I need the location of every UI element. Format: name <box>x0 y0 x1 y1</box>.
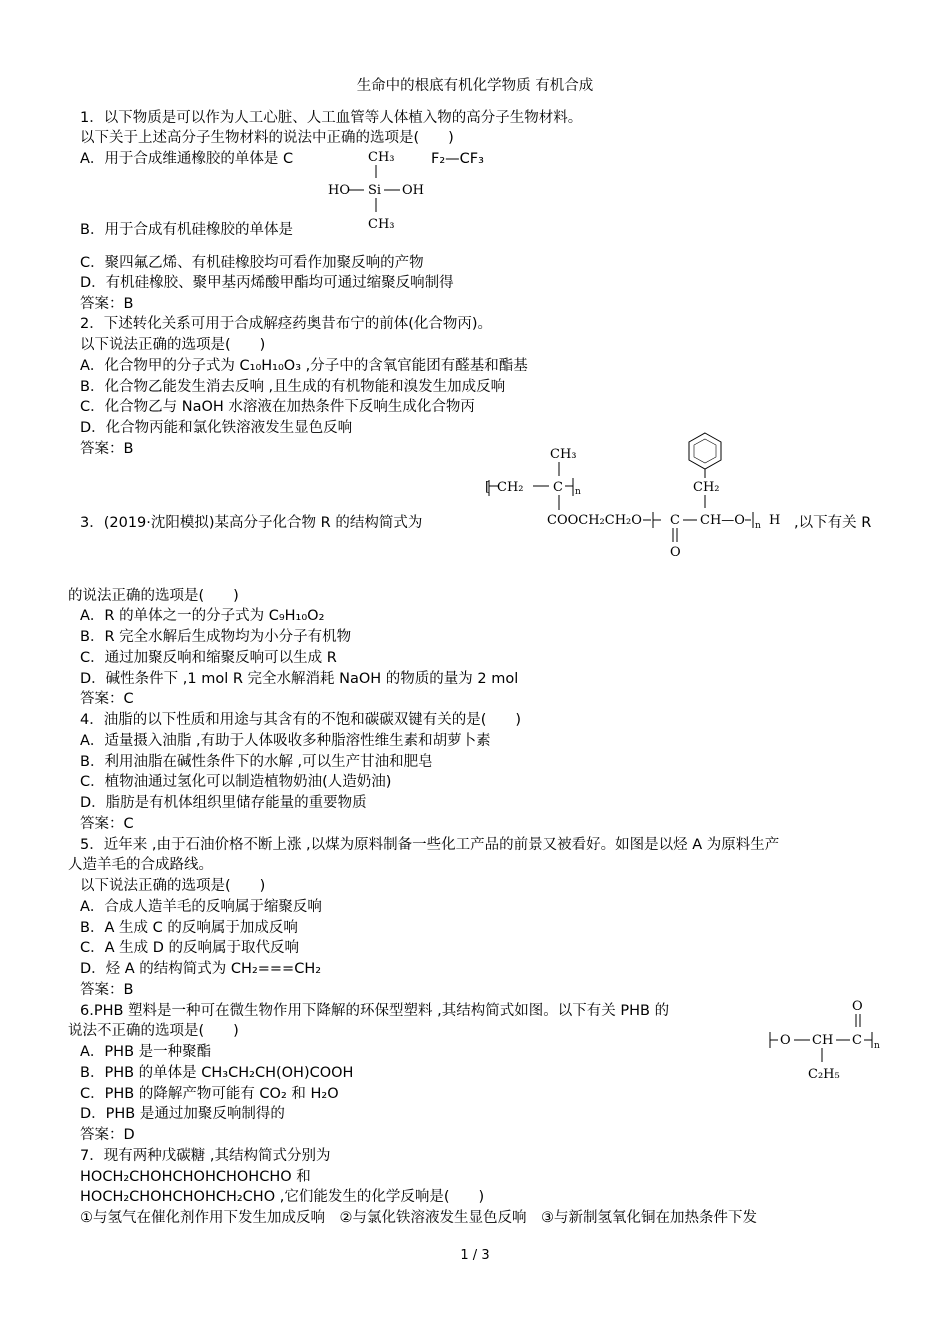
q4-option-a: A．适量摄入油脂 ,有助于人体吸收多种脂溶性维生素和胡萝卜素 <box>80 733 491 749</box>
q5-option-a: A．合成人造羊毛的反响属于缩聚反响 <box>80 899 322 915</box>
phb-o-top: O <box>852 999 863 1014</box>
q6-option-b: B．PHB 的单体是 CH₃CH₂CH(OH)COOH <box>80 1065 354 1081</box>
q3-stem-tail: ,以下有关 R <box>794 515 872 531</box>
phb-c2h5: C₂H₅ <box>808 1067 840 1082</box>
q2-stem-2: 以下说法正确的选项是( ) <box>80 337 266 353</box>
q3-option-a: A．R 的单体之一的分子式为 C₉H₁₀O₂ <box>80 608 325 624</box>
r-n-1: n <box>575 487 581 497</box>
silanol-left-ho: HO <box>328 183 350 198</box>
r-benzyl-ch2: CH₂ <box>693 480 720 495</box>
q6-option-c: C．PHB 的降解产物可能有 CO₂ 和 H₂O <box>80 1086 339 1102</box>
silanol-top-ch3: CH₃ <box>368 150 395 165</box>
phb-n: n <box>874 1041 880 1051</box>
q3-answer: 答案：C <box>80 691 134 707</box>
q1-option-d: D．有机硅橡胶、聚甲基丙烯酸甲酯均可通过缩聚反响制得 <box>80 275 454 291</box>
r-c: C <box>553 480 563 495</box>
q2-option-d: D．化合物丙能和氯化铁溶液发生显色反响 <box>80 420 353 436</box>
r-ch-o: CH—O <box>700 513 745 528</box>
q1-answer: 答案：B <box>80 296 134 312</box>
q7-stem: 7．现有两种戊碳糖 ,其结构简式分别为 <box>80 1148 331 1164</box>
phb-ch: CH <box>812 1033 834 1048</box>
q2-answer: 答案：B <box>80 441 134 457</box>
q7-sugar-1: HOCH₂CHOHCHOHCHOHCHO 和 <box>80 1169 311 1185</box>
q2-option-a: A．化合物甲的分子式为 C₁₀H₁₀O₃ ,分子中的含氧官能团有醛基和酯基 <box>80 358 528 374</box>
r-carbonyl-o: O <box>670 545 681 560</box>
r-cooch2ch2o: COOCH₂CH₂O <box>547 513 642 528</box>
q7-sugar-2: HOCH₂CHOHCHOHCH₂CHO ,它们能发生的化学反响是( ) <box>80 1189 485 1205</box>
phb-o: O <box>780 1033 791 1048</box>
q1-option-b: B．用于合成有机硅橡胶的单体是 <box>80 222 293 238</box>
q4-option-c: C．植物油通过氢化可以制造植物奶油(人造奶油) <box>80 774 392 790</box>
q2-option-c: C．化合物乙与 NaOH 水溶液在加热条件下反响生成化合物丙 <box>80 399 475 415</box>
q6-stem-2: 说法不正确的选项是( ) <box>68 1023 239 1039</box>
q4-option-d: D．脂肪是有机体组织里储存能量的重要物质 <box>80 795 367 811</box>
r-ch3: CH₃ <box>550 447 577 462</box>
q3-option-b: B．R 完全水解后生成物均为小分子有机物 <box>80 629 352 645</box>
q1-stem-2: 以下关于上述高分子生物材料的说法中正确的选项是( ) <box>80 130 454 146</box>
q6-option-d: D．PHB 是通过加聚反响制得的 <box>80 1106 285 1122</box>
q2-option-b: B．化合物乙能发生消去反响 ,且生成的有机物能和溴发生加成反响 <box>80 379 506 395</box>
q1-option-a-formula: F₂—CF₃ <box>431 151 484 167</box>
page-number: 1 / 3 <box>460 1248 490 1263</box>
silanol-right-oh: OH <box>402 183 424 198</box>
phb-structure <box>762 996 892 1088</box>
phb-c: C <box>852 1033 862 1048</box>
polymer-r-structure <box>485 428 795 563</box>
q5-option-d: D．烃 A 的结构简式为 CH₂===CH₂ <box>80 961 322 977</box>
q1-option-a: A．用于合成维通橡胶的单体是 C <box>80 151 294 167</box>
q1-stem: 1．以下物质是可以作为人工心脏、人工血管等人体植入物的高分子生物材料。 <box>80 110 583 126</box>
q4-answer: 答案：C <box>80 816 134 832</box>
q3-option-d: D．碱性条件下 ,1 mol R 完全水解消耗 NaOH 的物质的量为 2 mol <box>80 671 519 687</box>
r-ch2: CH₂ <box>497 480 524 495</box>
q5-stem-3: 以下说法正确的选项是( ) <box>80 878 266 894</box>
q6-answer: 答案：D <box>80 1127 135 1143</box>
q4-stem: 4．油脂的以下性质和用途与其含有的不饱和碳碳双键有关的是( ) <box>80 712 522 728</box>
r-n-2: n <box>755 521 761 531</box>
q6-stem: 6.PHB 塑料是一种可在微生物作用下降解的环保型塑料 ,其结构简式如图。以下有关 PHB 的 <box>80 1003 670 1019</box>
q1-option-c: C．聚四氟乙烯、有机硅橡胶均可看作加聚反响的产物 <box>80 255 424 271</box>
q5-option-b: B．A 生成 C 的反响属于加成反响 <box>80 920 298 936</box>
svg-text:[: [ <box>485 480 491 495</box>
q7-reactions: ①与氢气在催化剂作用下发生加成反响 ②与氯化铁溶液发生显色反响 ③与新制氢氧化铜在加热条件下发 <box>80 1210 757 1226</box>
q5-stem: 5．近年来 ,由于石油价格不断上涨 ,以煤为原料制备一些化工产品的前景又被看好。如图是以烃 A 为原料生产 <box>80 837 780 853</box>
silanol-bottom-ch3: CH₃ <box>368 217 395 232</box>
r-carbonyl-c: C <box>670 513 680 528</box>
page-title: 生命中的根底有机化学物质 有机合成 <box>356 78 594 94</box>
silanol-si: Si <box>368 183 382 198</box>
r-h: H <box>769 513 781 528</box>
q4-option-b: B．利用油脂在碱性条件下的水解 ,可以生产甘油和肥皂 <box>80 754 433 770</box>
q5-stem-2: 人造羊毛的合成路线。 <box>68 857 213 873</box>
q3-option-c: C．通过加聚反响和缩聚反响可以生成 R <box>80 650 337 666</box>
q3-stem: 3．(2019·沈阳模拟)某高分子化合物 R 的结构简式为 <box>80 515 423 531</box>
q5-answer: 答案：B <box>80 982 134 998</box>
q3-stem-2: 的说法正确的选项是( ) <box>68 588 239 604</box>
q2-stem: 2．下述转化关系可用于合成解痉药奥昔布宁的前体(化合物丙)。 <box>80 316 493 332</box>
silanol-structure <box>318 144 438 236</box>
q6-option-a: A．PHB 是一种聚酯 <box>80 1044 212 1060</box>
q5-option-c: C．A 生成 D 的反响属于取代反响 <box>80 940 300 956</box>
